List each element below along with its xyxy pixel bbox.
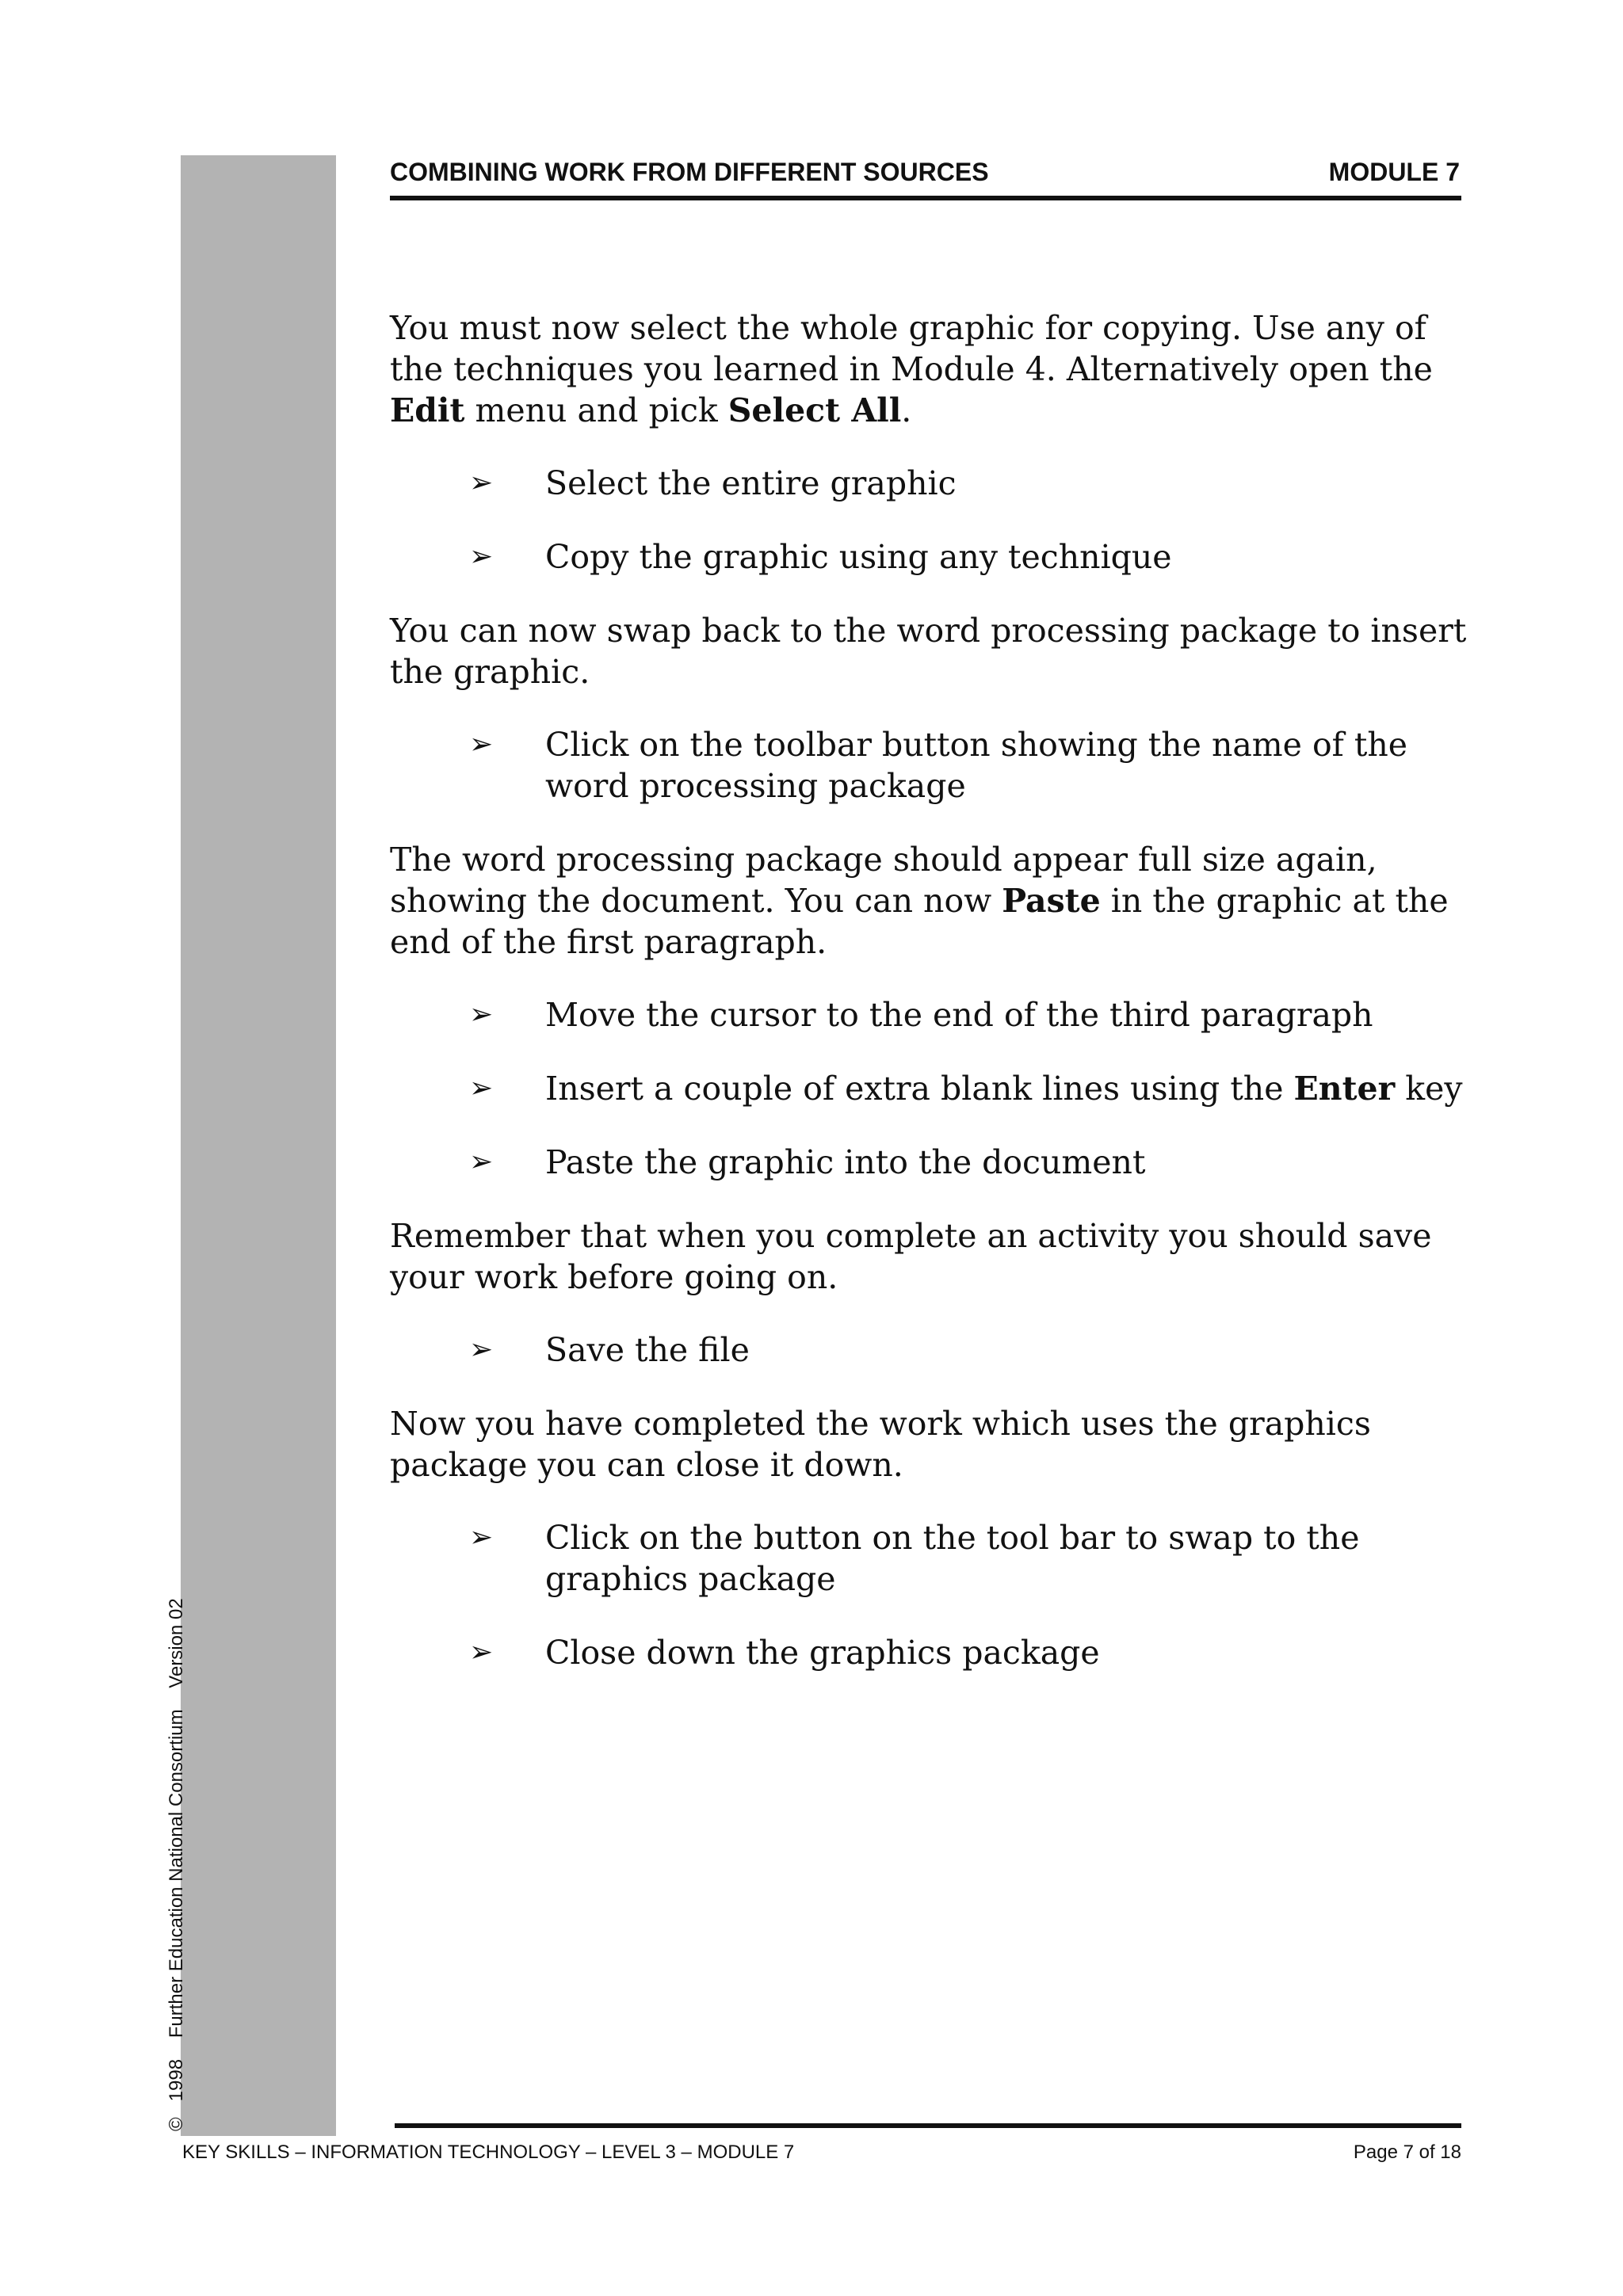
arrow-bullet-icon: ➢ <box>469 998 494 1031</box>
text-run: menu and pick <box>464 391 728 429</box>
text-run: in the graphic at the end of the first paragraph. <box>390 882 1449 961</box>
bullet-text: Select the entire graphic <box>545 464 957 502</box>
bullet-text: Paste the graphic into the document <box>545 1143 1146 1181</box>
bullet-item <box>390 994 1484 1035</box>
header-title: COMBINING WORK FROM DIFFERENT SOURCES <box>390 158 989 186</box>
bullet-text: Insert a couple of extra blank lines using the <box>545 1070 1294 1108</box>
paragraph-save-reminder: Remember that when you complete an activity you should save your work before going on. <box>390 1217 1432 1296</box>
bullet-text: key <box>1395 1070 1463 1108</box>
paragraph-paste <box>390 839 1484 963</box>
bold-select-all: Select All <box>727 391 902 429</box>
bullet-item <box>390 1632 1484 1673</box>
bullet-text: Save the file <box>545 1331 750 1369</box>
arrow-bullet-icon: ➢ <box>469 1636 494 1669</box>
text-run: The word processing package should appear full size again, showing the document. You can now <box>390 841 1377 920</box>
footer-course-title: KEY SKILLS – INFORMATION TECHNOLOGY – LEVEL 3 – MODULE 7 <box>182 2142 795 2163</box>
bullet-item <box>390 463 1484 504</box>
header-module-label: MODULE 7 <box>1328 158 1460 186</box>
bold-edit: Edit <box>390 391 465 429</box>
arrow-bullet-icon: ➢ <box>469 1333 494 1366</box>
bullet-text: Click on the toolbar button showing the name of the word processing package <box>545 726 1408 805</box>
arrow-bullet-icon: ➢ <box>469 540 494 573</box>
document-body <box>390 307 1484 1706</box>
bullet-text: Close down the graphics package <box>545 1634 1100 1672</box>
bullet-text: Copy the graphic using any technique <box>545 538 1172 576</box>
paragraph-swap-back: You can now swap back to the word processing package to insert the graphic. <box>390 612 1467 691</box>
arrow-bullet-icon: ➢ <box>469 1521 494 1554</box>
copyright-vertical: © 1998 Further Education National Consortium Version 02 <box>166 1598 187 2131</box>
paragraph-close-down: Now you have completed the work which uses the graphics package you can close it down. <box>390 1405 1371 1484</box>
text-run: You must now select the whole graphic for copying. Use any of the techniques you learned in Module 4. Alternatively open the <box>390 309 1433 388</box>
paragraph-select-graphic <box>390 307 1484 431</box>
arrow-bullet-icon: ➢ <box>469 1146 494 1178</box>
bold-enter: Enter <box>1293 1070 1396 1108</box>
bold-paste: Paste <box>1002 882 1101 920</box>
text-run: . <box>901 391 912 429</box>
page-header <box>390 154 1461 200</box>
footer-page-number: Page 7 of 18 <box>1353 2142 1461 2163</box>
arrow-bullet-icon: ➢ <box>469 728 494 761</box>
bullet-item <box>390 724 1484 807</box>
arrow-bullet-icon: ➢ <box>469 1072 494 1104</box>
bullet-item <box>390 536 1484 578</box>
sidebar-band <box>181 155 336 2136</box>
bullet-text: Click on the button on the tool bar to swap to the graphics package <box>545 1519 1360 1598</box>
bullet-item <box>390 1329 1484 1371</box>
bullet-item <box>390 1517 1484 1600</box>
bullet-item <box>390 1142 1484 1183</box>
bullet-item <box>390 1068 1484 1109</box>
arrow-bullet-icon: ➢ <box>469 467 494 499</box>
bullet-text: Move the cursor to the end of the third paragraph <box>545 996 1373 1034</box>
footer-rule <box>395 2123 1461 2128</box>
